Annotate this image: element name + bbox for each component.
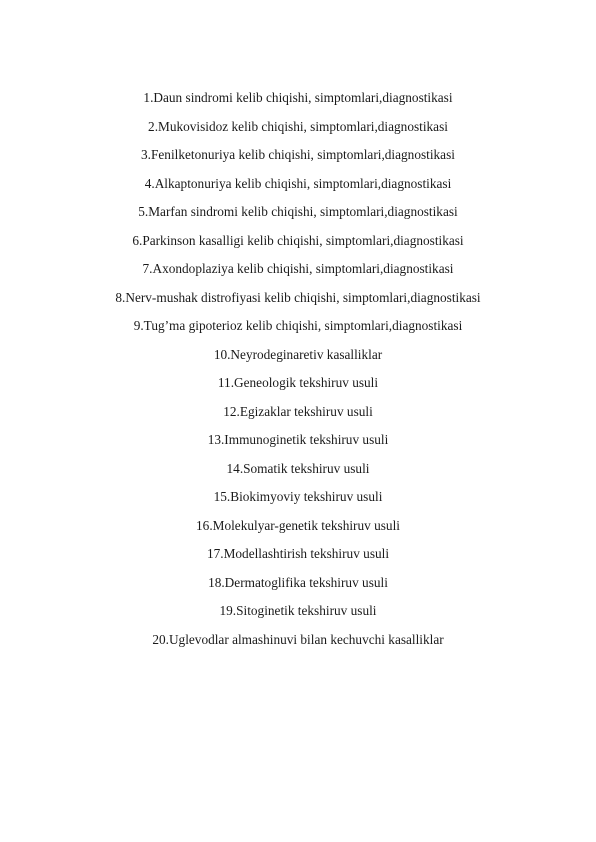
list-item: 16.Molekulyar-genetik tekshiruv usuli <box>196 517 400 533</box>
list-item: 7.Axondoplaziya kelib chiqishi, simptomlari,diagnostikasi <box>142 261 454 276</box>
list-item: 15.Biokimyoviy tekshiruv usuli <box>213 489 383 504</box>
list-item: 9.Tug’ma gipoterioz kelib chiqishi, simptomlari,diagnostikasi <box>133 318 463 333</box>
list-item: 4.Alkaptonuriya kelib chiqishi, simptomlari,diagnostikasi <box>144 175 452 191</box>
list-item: 11.Geneologik tekshiruv usuli <box>217 375 379 390</box>
list-item: 14.Somatik tekshiruv usuli <box>226 460 370 476</box>
list-item: 20.Uglevodlar almashinuvi bilan kechuvchi kasalliklar <box>152 631 444 647</box>
list-item: 2.Mukovisidoz kelib chiqishi, simptomlari,diagnostikasi <box>148 118 448 134</box>
list-item: 6.Parkinson kasalligi kelib chiqishi, simptomlari,diagnostikasi <box>132 232 464 248</box>
list-item: 13.Immunoginetik tekshiruv usuli <box>207 432 389 447</box>
list-item: 19.Sitoginetik tekshiruv usuli <box>219 603 377 618</box>
topic-list <box>0 84 596 654</box>
list-item: 10.Neyrodeginaretiv kasalliklar <box>213 346 383 362</box>
list-item: 1.Daun sindromi kelib chiqishi, simptomlari,diagnostikasi <box>143 90 453 105</box>
list-item: 17.Modellashtirish tekshiruv usuli <box>206 546 390 561</box>
list-item: 5.Marfan sindromi kelib chiqishi, simptomlari,diagnostikasi <box>138 204 458 219</box>
list-item: 18.Dermatoglifika tekshiruv usuli <box>208 574 388 590</box>
list-item: 3.Fenilketonuriya kelib chiqishi, simptomlari,diagnostikasi <box>141 147 455 162</box>
list-item: 8.Nerv-mushak distrofiyasi kelib chiqishi, simptomlari,diagnostikasi <box>115 289 481 305</box>
list-item: 12.Egizaklar tekshiruv usuli <box>223 403 373 419</box>
